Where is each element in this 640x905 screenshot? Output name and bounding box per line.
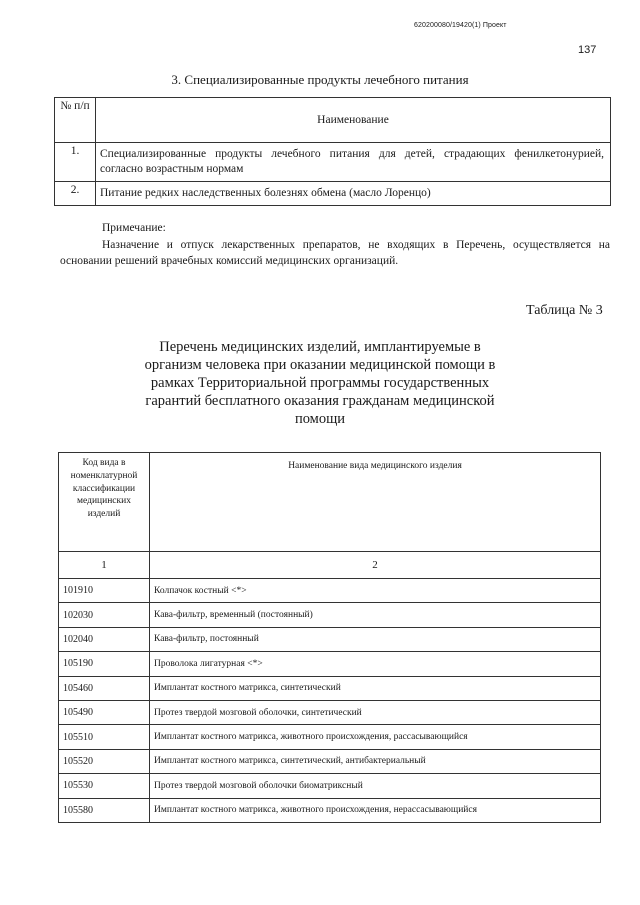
device-code: 105190 xyxy=(59,652,150,676)
row-name: Питание редких наследственных болезнях обмена (масло Лоренцо) xyxy=(96,181,611,205)
device-code: 105510 xyxy=(59,725,150,749)
device-name: Имплантат костного матрикса, синтетический, антибактериальный xyxy=(150,749,601,773)
table-row xyxy=(55,181,611,205)
table-label: Таблица № 3 xyxy=(526,303,603,318)
column-header-code: Код вида в номенклатурной классификации медицинских изделий xyxy=(59,453,150,552)
table-header-row xyxy=(55,98,611,143)
table-header-row xyxy=(59,453,601,552)
device-name: Имплантат костного матрикса, животного происхождения, рассасывающийся xyxy=(150,725,601,749)
column-header-number: № п/п xyxy=(55,98,96,143)
device-code: 102040 xyxy=(59,627,150,651)
device-name: Колпачок костный <*> xyxy=(150,579,601,603)
page-number: 137 xyxy=(578,44,597,56)
table-row xyxy=(59,627,601,651)
device-name: Протез твердой мозговой оболочки, синтетический xyxy=(150,700,601,724)
table-row xyxy=(55,143,611,182)
document-code: 620200080/19420(1) Проект xyxy=(414,22,507,29)
device-code: 105520 xyxy=(59,749,150,773)
note-heading: Примечание: xyxy=(102,222,166,234)
table-row xyxy=(59,725,601,749)
nutrition-products-table xyxy=(54,97,611,206)
device-name: Кава-фильтр, временный (постоянный) xyxy=(150,603,601,627)
column-number-row xyxy=(59,552,601,579)
table-row xyxy=(59,700,601,724)
note-text: Назначение и отпуск лекарственных препаратов, не входящих в Перечень, осуществляется на основании решений врачебных комиссий медицинских организаций. xyxy=(60,239,610,267)
device-name: Протез твердой мозговой оболочки биоматриксный xyxy=(150,774,601,798)
device-name: Имплантат костного матрикса, синтетический xyxy=(150,676,601,700)
device-name: Имплантат костного матрикса, животного происхождения, нерассасывающийся xyxy=(150,798,601,822)
table-row xyxy=(59,652,601,676)
row-name: Специализированные продукты лечебного питания для детей, страдающих фенилкетонурией, согласно возрастным нормам xyxy=(96,143,611,182)
device-code: 105460 xyxy=(59,676,150,700)
column-header-name: Наименование xyxy=(96,98,611,143)
column-header-device-name: Наименование вида медицинского изделия xyxy=(150,453,601,552)
device-code: 101910 xyxy=(59,579,150,603)
device-code: 105490 xyxy=(59,700,150,724)
table-row xyxy=(59,676,601,700)
device-code: 105580 xyxy=(59,798,150,822)
list-title: Перечень медицинских изделий, имплантируемые в организм человека при оказании медицинской помощи в рамках Территориальной программы государственных гарантий бесплатного оказания гражданам медицинской помощи xyxy=(144,339,496,427)
device-name: Проволока лигатурная <*> xyxy=(150,652,601,676)
table-row xyxy=(59,774,601,798)
row-number: 1. xyxy=(55,143,96,182)
column-number: 2 xyxy=(150,552,601,579)
device-name: Кава-фильтр, постоянный xyxy=(150,627,601,651)
row-number: 2. xyxy=(55,181,96,205)
column-number: 1 xyxy=(59,552,150,579)
medical-devices-table xyxy=(58,452,601,823)
table-row xyxy=(59,749,601,773)
table-row xyxy=(59,603,601,627)
table-row xyxy=(59,798,601,822)
section-title: 3. Специализированные продукты лечебного питания xyxy=(171,72,469,87)
device-code: 105530 xyxy=(59,774,150,798)
device-code: 102030 xyxy=(59,603,150,627)
table-row xyxy=(59,579,601,603)
